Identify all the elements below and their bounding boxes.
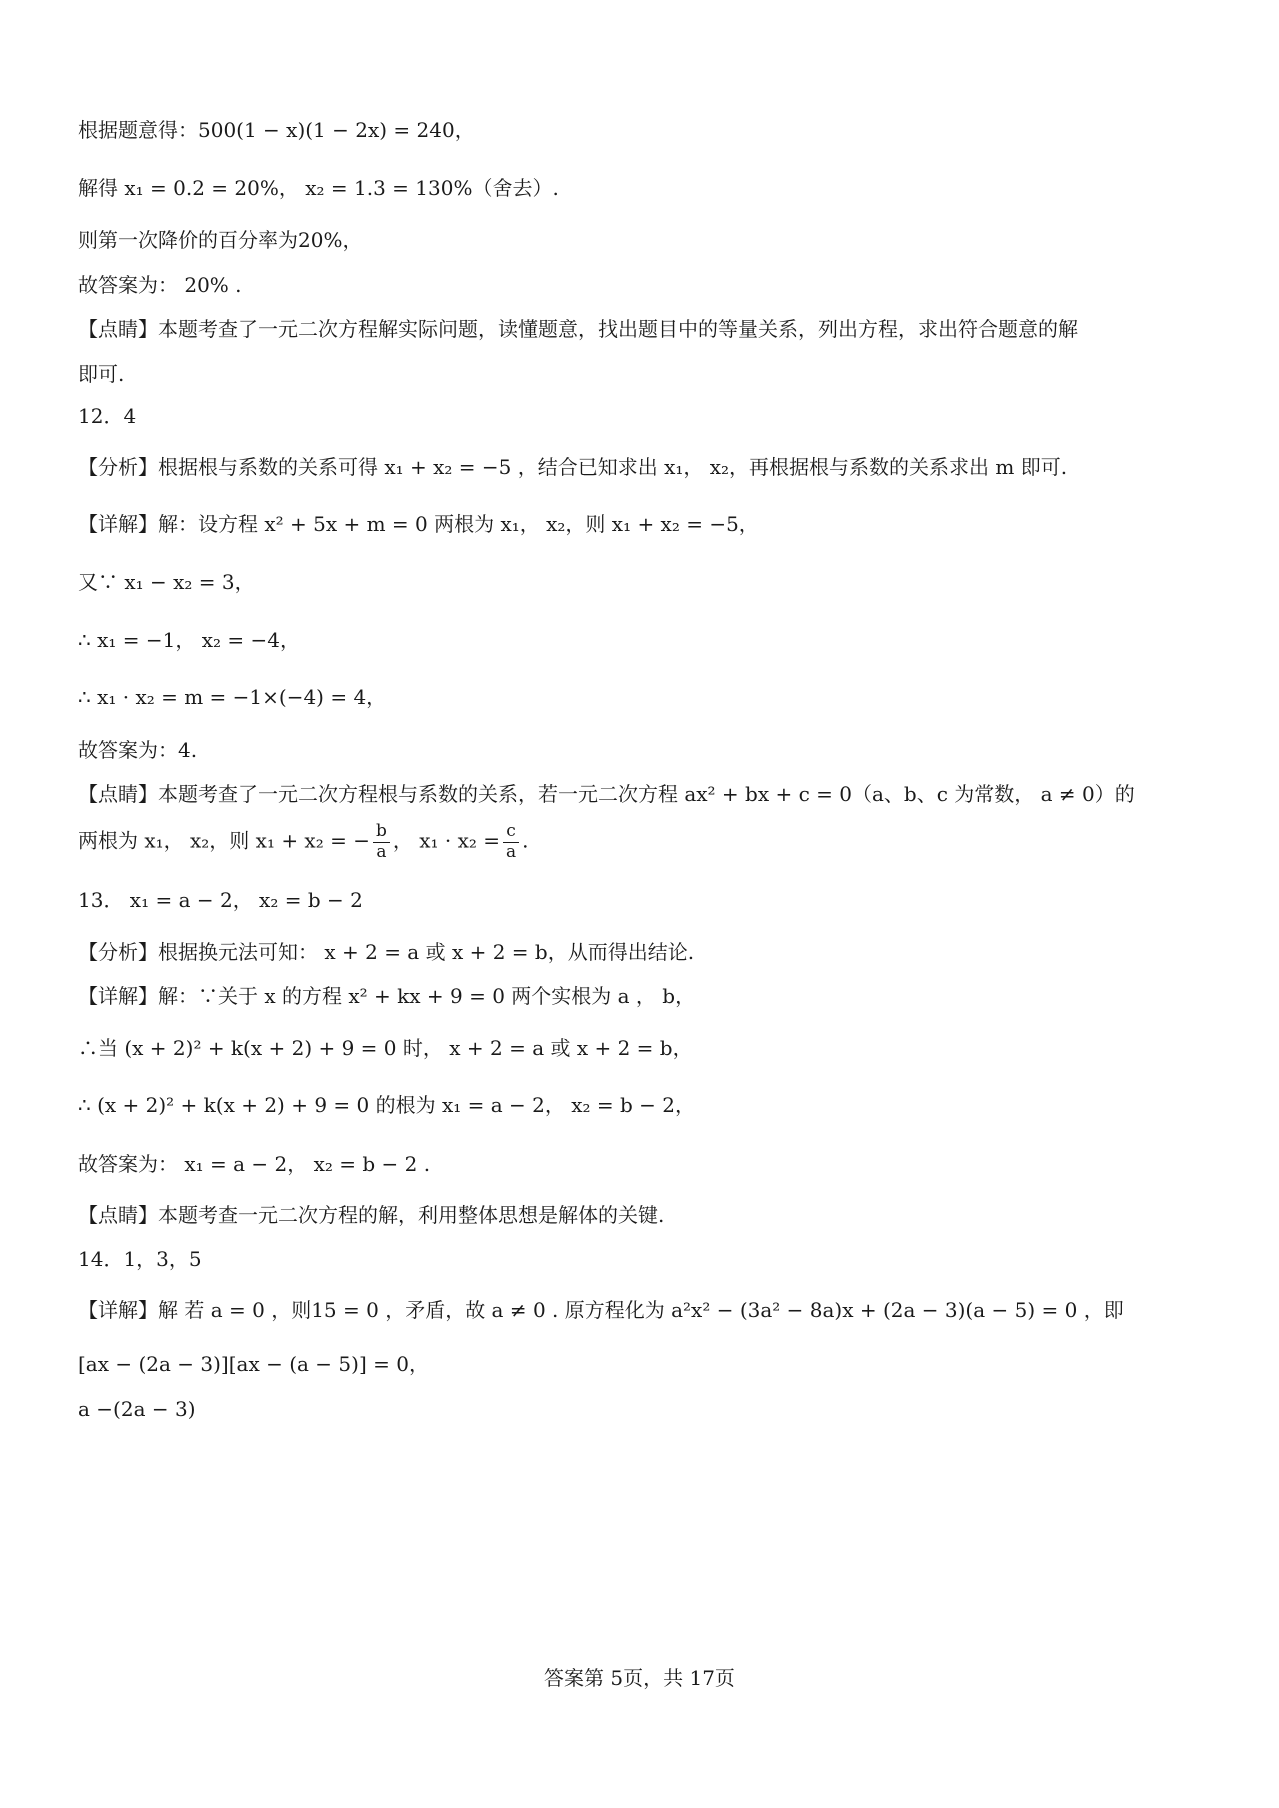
text-line: 根据题意得：500(1 − x)(1 − 2x) = 240， xyxy=(78,118,475,142)
text-line: 故答案为： x₁ = a − 2， x₂ = b − 2 . xyxy=(78,1152,431,1176)
text-line: 【详解】解 若 a = 0 ，则15 = 0 ，矛盾，故 a ≠ 0 . 原方程化为 a²x² − (3a² − 8a)x + (2a − 3)(a − 5) = 0 ，即 xyxy=(78,1298,1124,1322)
text-line: a −(2a − 3) xyxy=(78,1397,196,1421)
text-line: [ax − (2a − 3)][ax − (a − 5)] = 0， xyxy=(78,1352,429,1376)
fraction-numerator: c xyxy=(503,822,519,843)
text-line: ∴ x₁ · x₂ = m = −1×(−4) = 4， xyxy=(78,685,387,709)
question-number: 12．4 xyxy=(78,404,137,428)
fraction-denominator: a xyxy=(506,841,517,862)
fraction-numerator: b xyxy=(373,822,390,843)
fraction-denominator: a xyxy=(376,841,387,862)
fraction-line-text: . xyxy=(522,828,529,853)
text-line: 【点睛】本题考查一元二次方程的解，利用整体思想是解体的关键. xyxy=(78,1203,665,1227)
text-line: 【点睛】本题考查了一元二次方程根与系数的关系，若一元二次方程 ax² + bx + c = 0（a、b、c 为常数， a ≠ 0）的 xyxy=(78,782,1135,806)
text-line: ∴当 (x + 2)² + k(x + 2) + 9 = 0 时， x + 2 = a 或 x + 2 = b， xyxy=(78,1036,693,1060)
text-line: 即可. xyxy=(78,362,125,386)
text-line: 故答案为： 20% . xyxy=(78,273,242,297)
fraction-c-over-a xyxy=(503,822,519,862)
fraction-line-text: 两根为 x₁， x₂，则 x₁ + x₂ = − xyxy=(78,828,370,853)
text-line: 则第一次降价的百分率为20%， xyxy=(78,228,363,252)
question-number: 14．1，3，5 xyxy=(78,1247,202,1271)
question-number: 13． x₁ = a − 2， x₂ = b − 2 xyxy=(78,888,363,912)
text-line: 解得 x₁ = 0.2 = 20%， x₂ = 1.3 = 130%（舍去）. xyxy=(78,176,559,200)
text-line: 又∵ x₁ − x₂ = 3， xyxy=(78,570,255,594)
text-line: ∴ x₁ = −1， x₂ = −4， xyxy=(78,628,300,652)
text-line: 【分析】根据换元法可知： x + 2 = a 或 x + 2 = b，从而得出结论. xyxy=(78,940,695,964)
text-line: ∴ (x + 2)² + k(x + 2) + 9 = 0 的根为 x₁ = a − 2， x₂ = b − 2， xyxy=(78,1093,695,1117)
fraction-line xyxy=(78,822,529,862)
fraction-b-over-a xyxy=(373,822,390,862)
page-footer: 答案第 5页，共 17页 xyxy=(544,1666,735,1690)
text-line: 【点睛】本题考查了一元二次方程解实际问题，读懂题意，找出题目中的等量关系，列出方程，求出符合题意的解 xyxy=(78,317,1078,341)
text-line: 【详解】解：设方程 x² + 5x + m = 0 两根为 x₁， x₂，则 x₁ + x₂ = −5， xyxy=(78,512,759,536)
text-line: 故答案为：4. xyxy=(78,738,198,762)
text-line: 【详解】解：∵关于 x 的方程 x² + kx + 9 = 0 两个实根为 a ， b， xyxy=(78,984,696,1008)
fraction-line-text: ， x₁ · x₂ = xyxy=(392,828,500,853)
text-line: 【分析】根据根与系数的关系可得 x₁ + x₂ = −5 ，结合已知求出 x₁， x₂，再根据根与系数的关系求出 m 即可. xyxy=(78,455,1068,479)
